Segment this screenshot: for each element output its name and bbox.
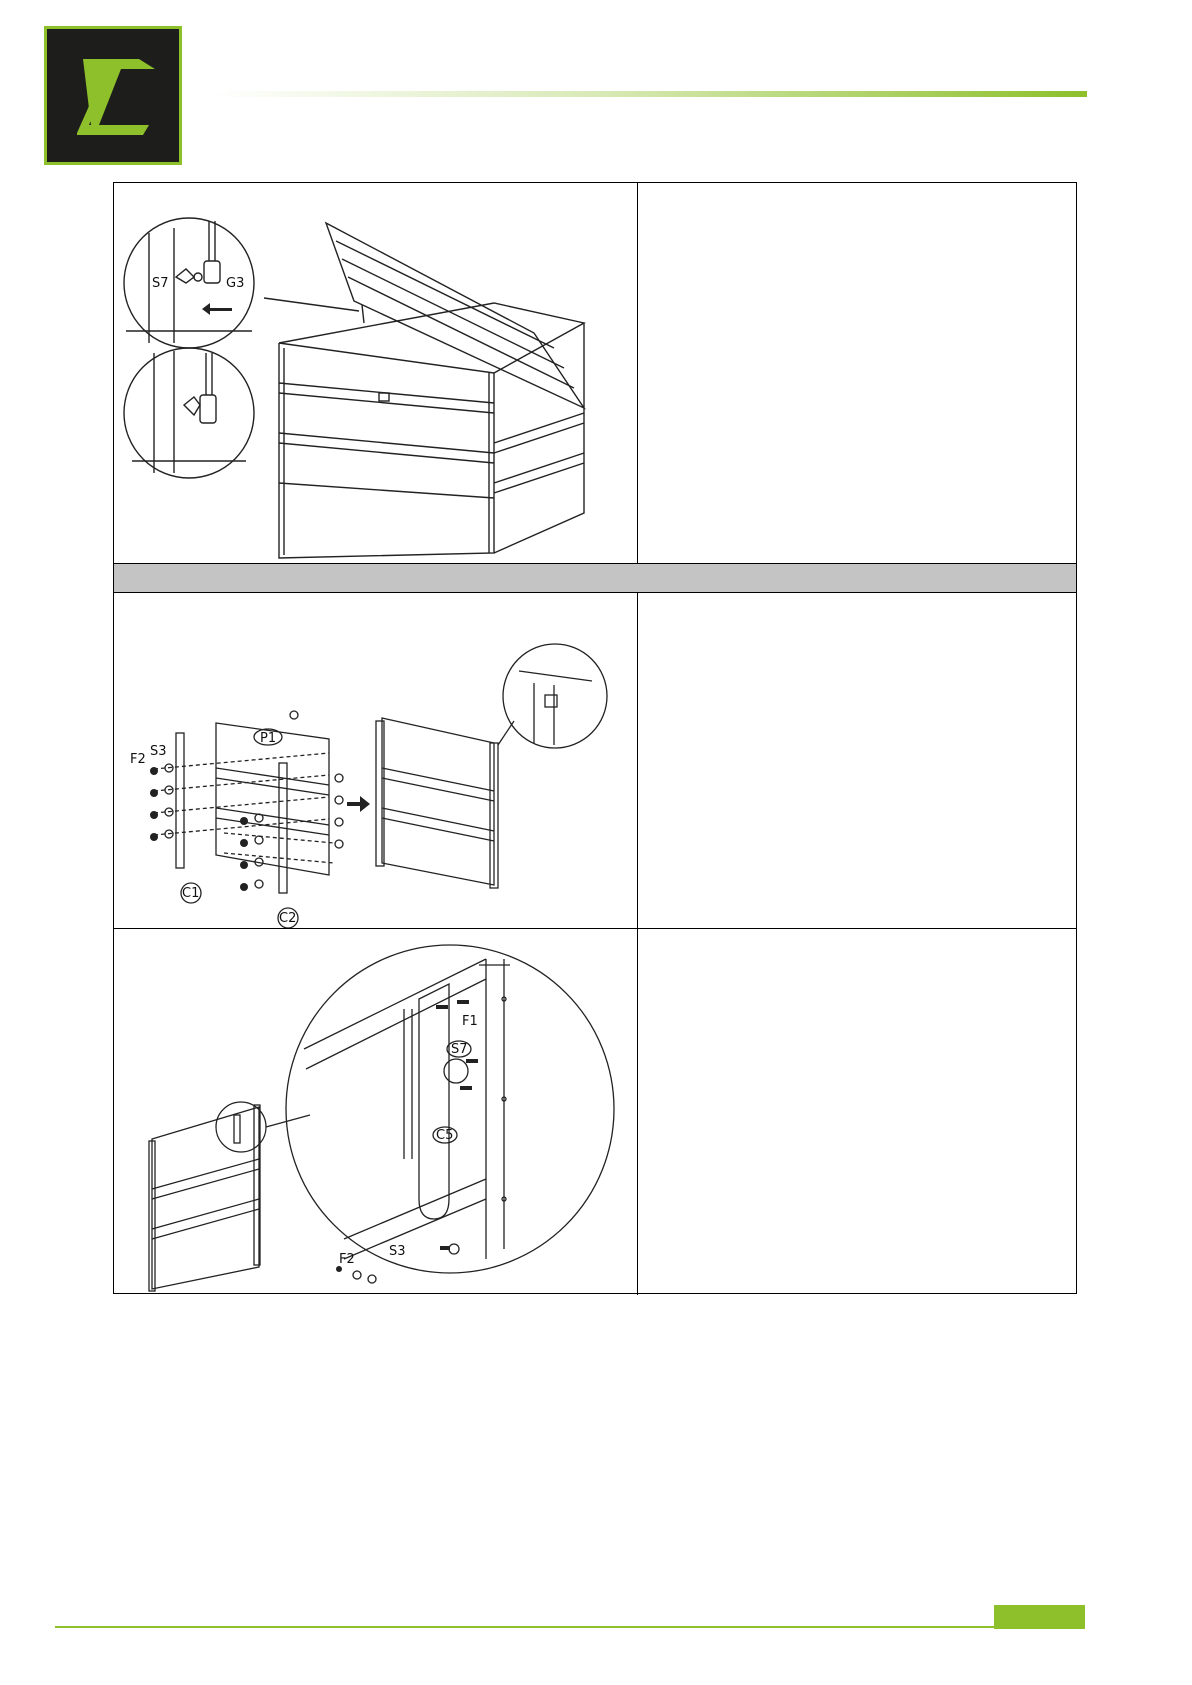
section-header-bar [114, 563, 1076, 593]
footer-page-tab [994, 1605, 1085, 1629]
label-f2: F2 [339, 1252, 355, 1267]
figure-cell-corner-bracket [114, 929, 637, 1295]
brand-logo [44, 26, 182, 165]
figure-cell-lid-hinge [114, 183, 637, 563]
text-cell-lid-hinge [638, 183, 1077, 563]
text-cell-corner-bracket [638, 929, 1077, 1295]
z-logo-icon [47, 29, 179, 162]
label-c5: C5 [436, 1128, 454, 1143]
label-f2: F2 [130, 752, 146, 767]
text-cell-side-panel [638, 593, 1077, 928]
label-p1: P1 [260, 731, 277, 746]
label-c2: C2 [279, 911, 297, 926]
label-c1: C1 [182, 886, 200, 901]
label-s7: S7 [451, 1042, 468, 1057]
figure-cell-side-panel [114, 593, 637, 928]
label-s3: S3 [150, 744, 167, 759]
label-g3: G3 [226, 276, 245, 291]
header-accent-line [212, 91, 1087, 97]
label-s7: S7 [152, 276, 169, 291]
label-f1: F1 [462, 1014, 478, 1029]
footer-accent-line [55, 1626, 995, 1628]
instruction-table [113, 182, 1077, 1294]
label-s3: S3 [389, 1244, 406, 1259]
side-panel-illustration [114, 593, 637, 928]
lid-hinge-illustration [114, 183, 637, 563]
corner-bracket-illustration [114, 929, 637, 1295]
